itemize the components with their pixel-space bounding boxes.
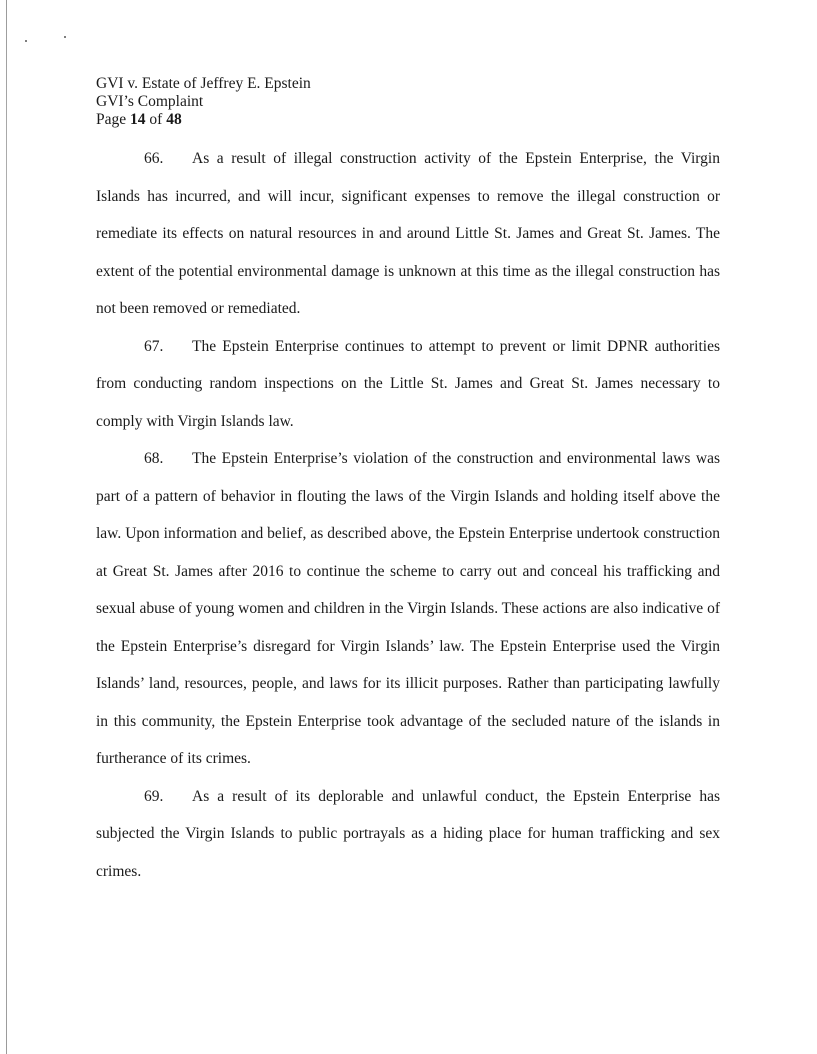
- scan-speck: [64, 36, 66, 38]
- page-prefix: Page: [96, 111, 131, 128]
- scan-edge-line: [6, 0, 7, 1054]
- case-title: GVI v. Estate of Jeffrey E. Epstein: [96, 75, 311, 92]
- paragraph-text: The Epstein Enterprise’s violation of the construction and environmental laws was part of a pattern of behavior in flouting the laws of the Virgin Islands and holding itself above the law. Upon information and belief, as described above, the Epstein Enterprise undertook construction at Great St. James after 2016 to continue the scheme to carry out and conceal his trafficking and sexual abuse of young women and children in the Virgin Islands. These actions are also indicative of the Epstein Enterprise’s disregard for Virgin Islands’ law. The Epstein Enterprise used the Virgin Islands’ land, resources, people, and laws for its illicit purposes. Rather than participating lawfully in this community, the Epstein Enterprise took advantage of the secluded nature of the islands in furtherance of its crimes.: [96, 450, 720, 767]
- paragraph-text: As a result of its deplorable and unlawful conduct, the Epstein Enterprise has subjected the Virgin Islands to public portrayals as a hiding place for human trafficking and sex crimes.: [96, 787, 720, 880]
- page-indicator: [96, 111, 311, 129]
- document-header: [96, 75, 311, 129]
- paragraph-number: 66.: [144, 150, 164, 167]
- document-name: GVI’s Complaint: [96, 93, 204, 110]
- page-of: of: [145, 111, 167, 128]
- paragraph-66: [96, 140, 720, 328]
- document-body: [96, 140, 720, 890]
- page-number: 14: [130, 111, 146, 128]
- page-total: 48: [166, 111, 182, 128]
- paragraph-number: 69.: [144, 787, 164, 805]
- paragraph-67: [96, 328, 720, 441]
- paragraph-68: [96, 440, 720, 778]
- paragraph-number: 68.: [144, 450, 164, 467]
- paragraph-number: 67.: [144, 337, 164, 355]
- scan-speck: [25, 40, 27, 42]
- paragraph-69: [96, 778, 720, 891]
- paragraph-text: The Epstein Enterprise continues to attempt to prevent or limit DPNR authorities from conducting random inspections on the Little St. James and Great St. James necessary to comply with Virgin Islands law.: [96, 337, 720, 430]
- paragraph-text: As a result of illegal construction activity of the Epstein Enterprise, the Virgin Islands has incurred, and will incur, significant expenses to remove the illegal construction or remediate its effects on natural resources in and around Little St. James and Great St. James. The extent of the potential environmental damage is unknown at this time as the illegal construction has not been removed or remediated.: [96, 150, 720, 317]
